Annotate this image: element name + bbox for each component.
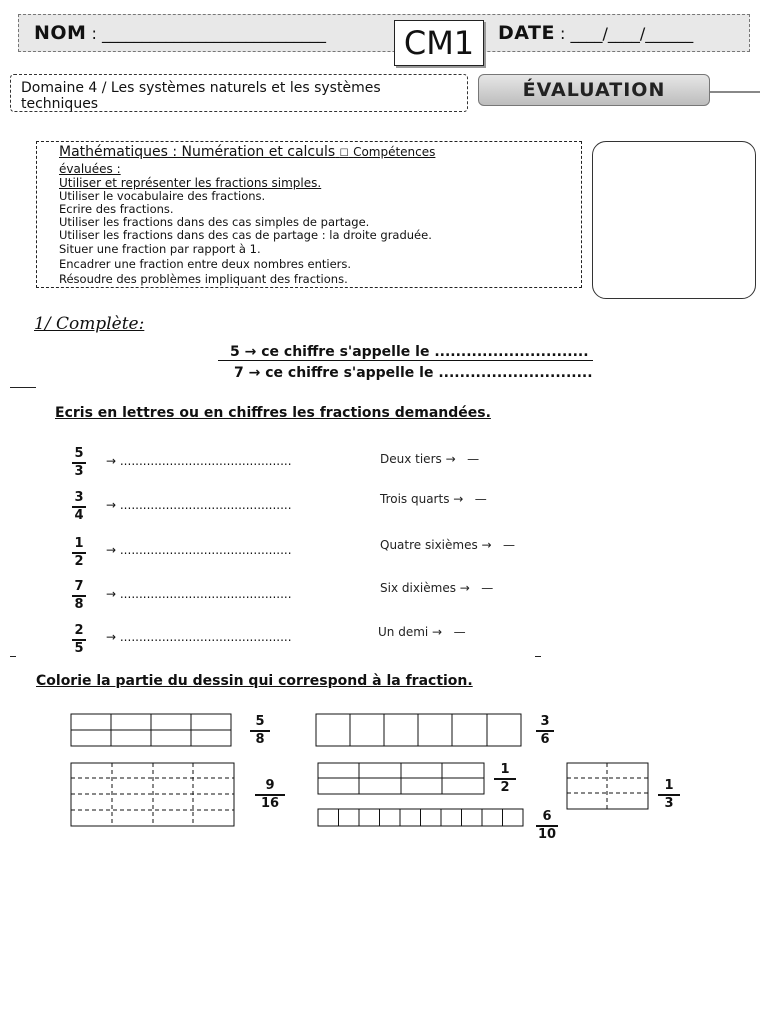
competences-evaluees: évaluées :: [59, 162, 121, 176]
blank[interactable]: —: [467, 452, 480, 466]
words-row-3: Quatre sixièmes → —: [380, 538, 516, 552]
evaluation-badge: ÉVALUATION: [478, 74, 710, 106]
fraction-label-6-10: 6 10: [537, 809, 557, 842]
shape-3-6[interactable]: [316, 714, 521, 746]
domain-box: Domaine 4 / Les systèmes naturels et les systèmes techniques: [10, 74, 468, 112]
competence-item: Situer une fraction par rapport à 1.: [59, 242, 261, 256]
competence-item: Résoudre des problèmes impliquant des fractions.: [59, 272, 348, 286]
words-row-2: Trois quarts → —: [380, 492, 487, 506]
complete-text-2: → ce chiffre s'appelle le .............................: [243, 365, 593, 381]
blank[interactable]: —: [453, 625, 466, 639]
answer-line[interactable]: → .............................................: [106, 498, 292, 512]
shape-6-10[interactable]: [318, 809, 523, 826]
section3-title: Colorie la partie du dessin qui correspond à la fraction.: [36, 673, 473, 689]
complete-num-2: 7: [234, 365, 244, 381]
words-row-5: Un demi → —: [378, 625, 466, 639]
words-row-1: Deux tiers → —: [380, 452, 480, 466]
fraction-label-3-6: 3 6: [536, 715, 554, 747]
section1-title: 1/ Complète:: [34, 314, 145, 334]
competence-item: Utiliser le vocabulaire des fractions.: [59, 189, 266, 203]
competence-item: Ecrire des fractions.: [59, 202, 174, 216]
nom-field[interactable]: : ____________________________: [86, 24, 327, 43]
date-label: DATE: [498, 22, 555, 44]
fraction-label-1-2: 1 2: [494, 763, 516, 795]
blank[interactable]: —: [481, 581, 494, 595]
blank[interactable]: —: [503, 538, 516, 552]
competences-title-text: Mathématiques : Numération et calculs: [59, 144, 336, 160]
fraction-label-1-3: 1 3: [658, 779, 680, 811]
hand-icon: ☐: [339, 148, 349, 159]
fraction-3-4: 3 4: [72, 491, 86, 523]
answer-line[interactable]: → .............................................: [106, 543, 292, 557]
fraction-label-5-8: 5 8: [250, 715, 270, 747]
class-label: CM1: [394, 20, 484, 66]
shape-1-2[interactable]: [318, 763, 484, 794]
competence-item: Utiliser les fractions dans des cas simples de partage.: [59, 215, 370, 229]
shape-5-8[interactable]: [71, 714, 231, 746]
date-field[interactable]: : ____/____/______: [554, 24, 694, 43]
fraction-5-3: 5 3: [72, 447, 86, 479]
complete-text-1: → ce chiffre s'appelle le .............................: [239, 344, 589, 360]
answer-line[interactable]: → .............................................: [106, 454, 292, 468]
competence-item: Encadrer une fraction entre deux nombres entiers.: [59, 257, 352, 271]
competences-main: Utiliser et représenter les fractions simples.: [59, 176, 322, 190]
competence-item: Utiliser les fractions dans des cas de partage : la droite graduée.: [59, 228, 432, 242]
fraction-1-2: 1 2: [72, 537, 86, 569]
words-row-4: Six dixièmes → —: [380, 581, 494, 595]
fraction-2-5: 2 5: [72, 624, 86, 656]
competences-title-suffix: Compétences: [353, 145, 436, 159]
section2-title: Ecris en lettres ou en chiffres les fractions demandées.: [55, 405, 491, 421]
answer-line[interactable]: → .............................................: [106, 630, 292, 644]
complete-num-1: 5: [230, 344, 240, 360]
fraction-7-8: 7 8: [72, 580, 86, 612]
shape-9-16[interactable]: [71, 763, 234, 826]
blank[interactable]: —: [474, 492, 487, 506]
shape-1-3[interactable]: [567, 763, 648, 809]
nom-label: NOM: [34, 22, 87, 44]
fraction-label-9-16: 9 16: [255, 779, 285, 811]
answer-line[interactable]: → .............................................: [106, 587, 292, 601]
